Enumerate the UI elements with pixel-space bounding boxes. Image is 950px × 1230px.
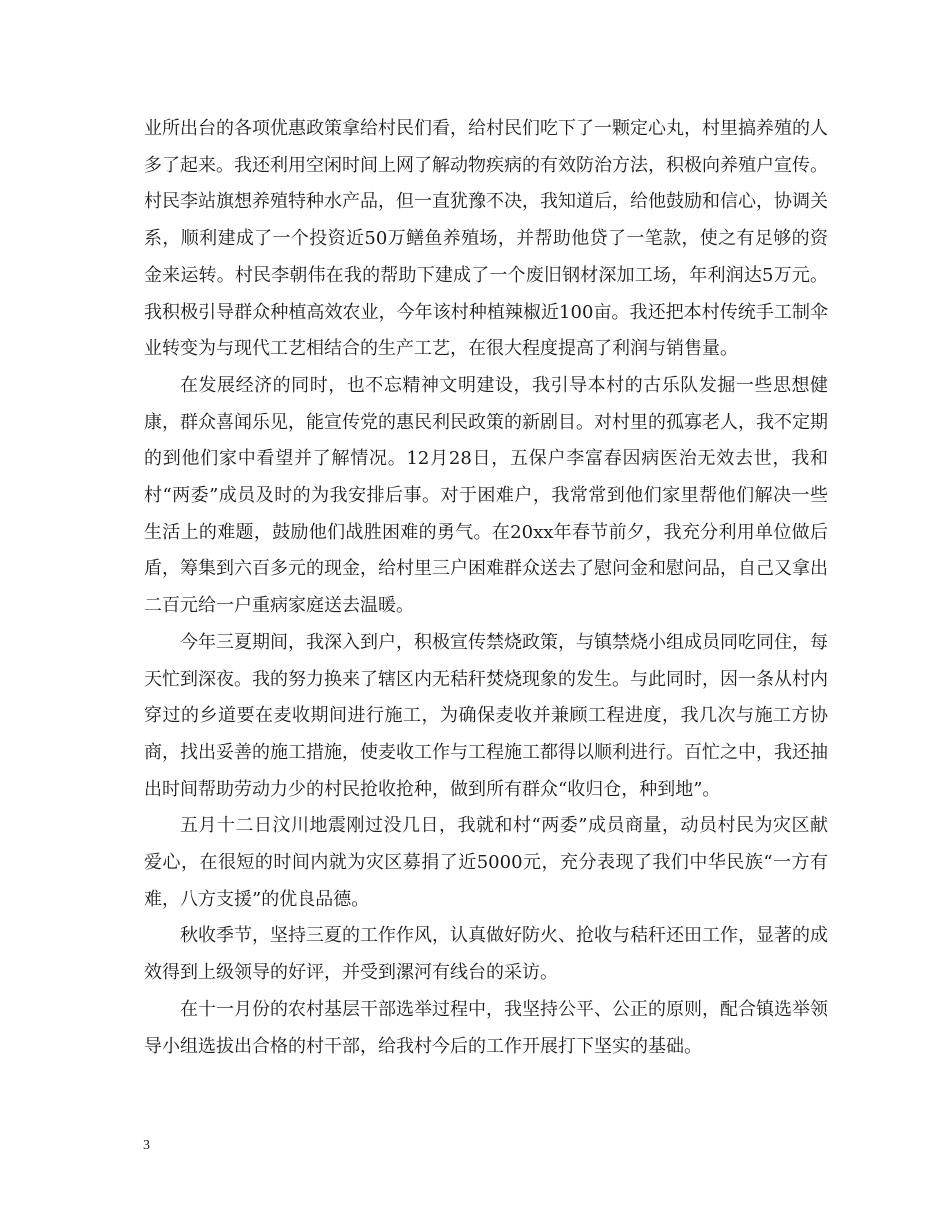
paragraph: 五月十二日汶川地震刚过没几日，我就和村“两委”成员商量，动员村民为灾区献爱心，在很短的时间内就为灾区募捐了近5000元，充分表现了我们中华民族“一方有难，八方支援”的优良品德。 (144, 815, 828, 910)
paragraph-continued: 业所出台的各项优惠政策拿给村民们看，给村民们吃下了一颗定心丸，村里搞养殖的人多了起来。我还利用空闲时间上网了解动物疾病的有效防治方法，积极向养殖户宣传。村民李站旗想养殖特种水产品，但一直犹豫不决，我知道后，给他鼓励和信心，协调关系，顺利建成了一个投资近50万鳝鱼养殖场，并帮助他贷了一笔款，使之有足够的资金来运转。村民李朝伟在我的帮助下建成了一个废旧钢材深加工场，年利润达5万元。我积极引导群众种植高效农业，今年该村种植辣椒近100亩。我还把本村传统手工制伞业转变为与现代工艺相结合的生产工艺，在很大程度提高了利润与销售量。 (144, 118, 828, 360)
paragraph: 秋收季节，坚持三夏的工作作风，认真做好防火、抢收与秸秆还田工作，显著的成效得到上级领导的好评，并受到漯河有线台的采访。 (144, 925, 828, 984)
page-number: 3 (143, 1138, 150, 1153)
paragraph: 在十一月份的农村基层干部选举过程中，我坚持公平、公正的原则，配合镇选举领导小组选拔出合格的村干部，给我村今后的工作开展打下坚实的基础。 (144, 998, 828, 1057)
document-body (144, 111, 828, 1065)
paragraph: 今年三夏期间，我深入到户，积极宣传禁烧政策，与镇禁烧小组成员同吃同住，每天忙到深夜。我的努力换来了辖区内无秸秆焚烧现象的发生。与此同时，因一条从村内穿过的乡道要在麦收期间进行施工，为确保麦收并兼顾工程进度，我几次与施工方协商，找出妥善的施工措施，使麦收工作与工程施工都得以顺利进行。百忙之中，我还抽出时间帮助劳动力少的村民抢收抢种，做到所有群众“收归仓，种到地”。 (144, 631, 828, 800)
paragraph: 在发展经济的同时，也不忘精神文明建设，我引导本村的古乐队发掘一些思想健康，群众喜闻乐见，能宣传党的惠民利民政策的新剧目。对村里的孤寡老人，我不定期的到他们家中看望并了解情况。12月28日，五保户李富春因病医治无效去世，我和村“两委”成员及时的为我安排后事。对于困难户，我常常到他们家里帮他们解决一些生活上的难题，鼓励他们战胜困难的勇气。在20xx年春节前夕，我充分利用单位做后盾，筹集到六百多元的现金，给村里三户困难群众送去了慰问金和慰问品，自己又拿出二百元给一户重病家庭送去温暖。 (144, 374, 828, 617)
